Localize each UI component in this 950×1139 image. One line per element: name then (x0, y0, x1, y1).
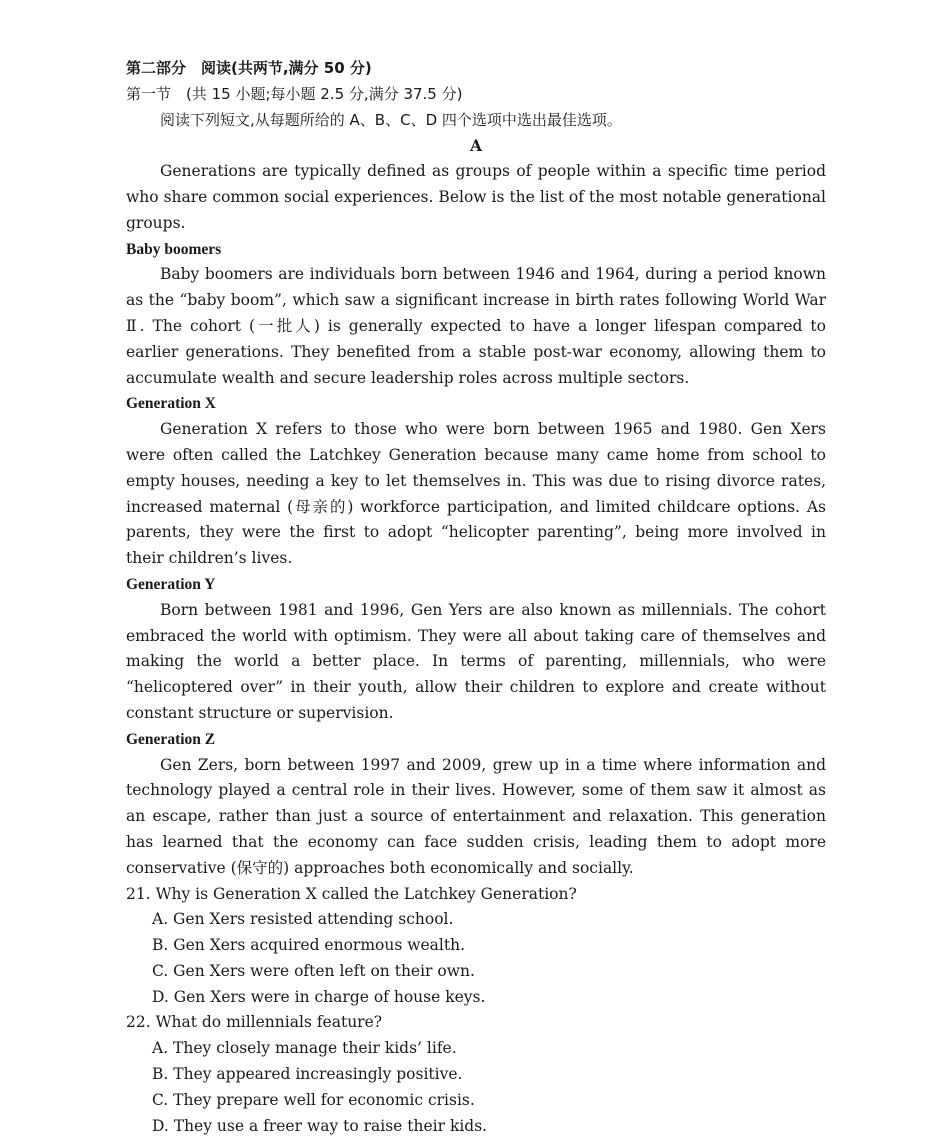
exam-page (126, 56, 826, 1139)
question-22-option-a: A. They closely manage their kids’ life. (152, 1039, 457, 1058)
passage-intro: Generations are typically defined as groups of people within a specific time period who share common social experiences. Below is the list of the most notable generational groups. (126, 162, 826, 232)
question-22-stem: 22. What do millennials feature? (126, 1013, 383, 1032)
question-22-option-b: B. They appeared increasingly positive. (152, 1065, 463, 1084)
section-header: 第二部分 阅读(共两节,满分 50 分) (126, 59, 372, 77)
question-21-option-d: D. Gen Xers were in charge of house keys. (152, 987, 486, 1006)
section-heading-generation-z: Generation Z (126, 730, 216, 748)
question-22-option-d: D. They use a freer way to raise their kids. (152, 1116, 488, 1135)
section-heading-generation-x: Generation X (126, 395, 216, 413)
section-text-generation-z: Gen Zers, born between 1997 and 2009, grew up in a time where information and technology played a central role in their lives. However, some of them saw it almost as an escape, rather than just a source of entertainment and relaxation. This generation has learned that the economy can face sudden crisis, leading them to adopt more conservative (保守的) approaches both economically and socially. (126, 755, 826, 877)
instruction: 阅读下列短文,从每题所给的 A、B、C、D 四个选项中选出最佳选项。 (160, 110, 622, 129)
question-22-option-c: C. They prepare well for economic crisis. (152, 1090, 475, 1109)
question-21-option-a: A. Gen Xers resisted attending school. (152, 910, 454, 929)
section-text-baby-boomers: Baby boomers are individuals born between 1946 and 1964, during a period known as the “baby boom”, which saw a significant increase in birth rates following World War Ⅱ. The cohort (一批人) is generally expected to have a longer lifespan compared to earlier generations. They benefited from a stable post-war economy, allowing them to accumulate wealth and secure leadership roles across multiple sectors. (126, 265, 826, 387)
question-21-stem: 21. Why is Generation X called the Latchkey Generation? (126, 884, 577, 903)
section-heading-baby-boomers: Baby boomers (126, 240, 222, 258)
section-text-generation-y: Born between 1981 and 1996, Gen Yers are also known as millennials. The cohort embraced the world with optimism. They were all about taking care of themselves and making the world a better place. In terms of parenting, millennials, who were “helicoptered over” in their youth, allow their children to explore and create without constant structure or supervision. (126, 600, 826, 722)
section-heading-generation-y: Generation Y (126, 575, 216, 593)
section-text-generation-x: Generation X refers to those who were born between 1965 and 1980. Gen Xers were often called the Latchkey Generation because many came home from school to empty houses, needing a key to let themselves in. This was due to rising divorce rates, increased maternal (母亲的) workforce participation, and limited childcare options. As parents, they were the first to adopt “helicopter parenting”, being more involved in their children’s lives. (126, 420, 826, 568)
question-21-option-b: B. Gen Xers acquired enormous wealth. (152, 936, 465, 955)
question-21-option-c: C. Gen Xers were often left on their own. (152, 961, 475, 980)
passage-label: A (469, 136, 483, 156)
subsection-header: 第一节 (共 15 小题;每小题 2.5 分,满分 37.5 分) (126, 84, 463, 103)
